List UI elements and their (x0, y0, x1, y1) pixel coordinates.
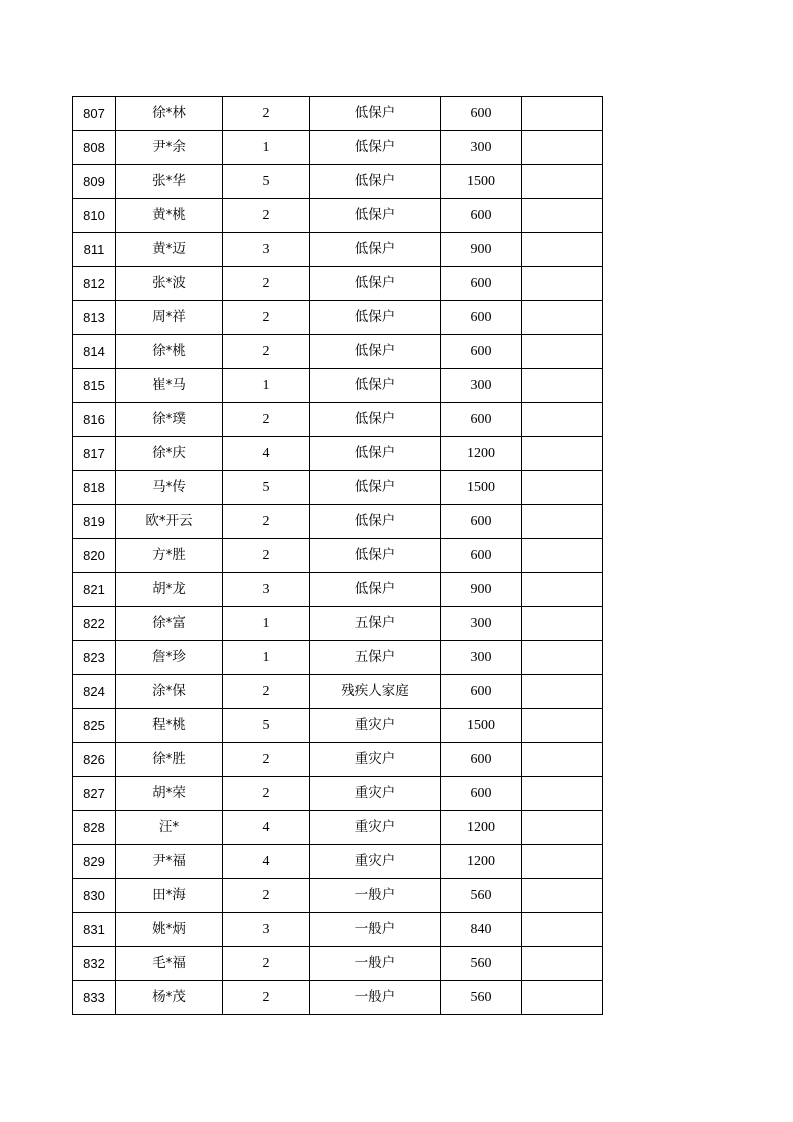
note-cell (522, 97, 603, 131)
table-row (73, 947, 603, 981)
table-row (73, 97, 603, 131)
note-cell (522, 267, 603, 301)
table-row (73, 573, 603, 607)
row-number-cell: 813 (73, 301, 116, 335)
row-number-cell: 811 (73, 233, 116, 267)
household-type-cell: 低保户 (310, 131, 441, 165)
household-count-cell: 2 (223, 675, 310, 709)
household-type-cell: 一般户 (310, 879, 441, 913)
person-name-cell: 汪* (116, 811, 223, 845)
row-number-cell: 826 (73, 743, 116, 777)
amount-cell: 1200 (441, 437, 522, 471)
household-count-cell: 2 (223, 947, 310, 981)
household-count-cell: 1 (223, 607, 310, 641)
household-type-cell: 低保户 (310, 573, 441, 607)
person-name-cell: 黄*桃 (116, 199, 223, 233)
household-count-cell: 5 (223, 471, 310, 505)
household-type-cell: 一般户 (310, 913, 441, 947)
person-name-cell: 张*华 (116, 165, 223, 199)
household-type-cell: 低保户 (310, 97, 441, 131)
table-row (73, 709, 603, 743)
person-name-cell: 胡*龙 (116, 573, 223, 607)
person-name-cell: 徐*璞 (116, 403, 223, 437)
household-count-cell: 2 (223, 505, 310, 539)
household-count-cell: 4 (223, 811, 310, 845)
row-number-cell: 807 (73, 97, 116, 131)
note-cell (522, 879, 603, 913)
person-name-cell: 徐*胜 (116, 743, 223, 777)
person-name-cell: 姚*炳 (116, 913, 223, 947)
row-number-cell: 812 (73, 267, 116, 301)
table-row (73, 777, 603, 811)
person-name-cell: 方*胜 (116, 539, 223, 573)
amount-cell: 600 (441, 97, 522, 131)
person-name-cell: 徐*林 (116, 97, 223, 131)
amount-cell: 560 (441, 947, 522, 981)
household-type-cell: 残疾人家庭 (310, 675, 441, 709)
household-type-cell: 低保户 (310, 267, 441, 301)
note-cell (522, 335, 603, 369)
amount-cell: 300 (441, 641, 522, 675)
note-cell (522, 403, 603, 437)
amount-cell: 600 (441, 505, 522, 539)
household-count-cell: 3 (223, 573, 310, 607)
person-name-cell: 杨*茂 (116, 981, 223, 1015)
amount-cell: 1500 (441, 709, 522, 743)
table-row (73, 981, 603, 1015)
household-type-cell: 低保户 (310, 437, 441, 471)
household-count-cell: 1 (223, 369, 310, 403)
roster-sheet (72, 96, 602, 1015)
person-name-cell: 崔*马 (116, 369, 223, 403)
table-row (73, 879, 603, 913)
note-cell (522, 709, 603, 743)
household-count-cell: 2 (223, 539, 310, 573)
person-name-cell: 詹*珍 (116, 641, 223, 675)
amount-cell: 300 (441, 607, 522, 641)
household-type-cell: 低保户 (310, 165, 441, 199)
household-count-cell: 4 (223, 437, 310, 471)
table-row (73, 267, 603, 301)
amount-cell: 600 (441, 267, 522, 301)
household-count-cell: 1 (223, 641, 310, 675)
amount-cell: 900 (441, 573, 522, 607)
table-row (73, 165, 603, 199)
note-cell (522, 131, 603, 165)
person-name-cell: 徐*富 (116, 607, 223, 641)
amount-cell: 600 (441, 777, 522, 811)
household-type-cell: 一般户 (310, 947, 441, 981)
household-type-cell: 低保户 (310, 301, 441, 335)
amount-cell: 600 (441, 539, 522, 573)
amount-cell: 600 (441, 301, 522, 335)
household-count-cell: 2 (223, 879, 310, 913)
amount-cell: 1500 (441, 471, 522, 505)
household-count-cell: 2 (223, 199, 310, 233)
household-count-cell: 2 (223, 301, 310, 335)
household-count-cell: 3 (223, 233, 310, 267)
amount-cell: 600 (441, 199, 522, 233)
note-cell (522, 233, 603, 267)
person-name-cell: 毛*福 (116, 947, 223, 981)
table-row (73, 199, 603, 233)
row-number-cell: 827 (73, 777, 116, 811)
row-number-cell: 810 (73, 199, 116, 233)
note-cell (522, 607, 603, 641)
household-count-cell: 5 (223, 709, 310, 743)
table-row (73, 437, 603, 471)
note-cell (522, 811, 603, 845)
household-type-cell: 低保户 (310, 403, 441, 437)
person-name-cell: 徐*桃 (116, 335, 223, 369)
person-name-cell: 尹*福 (116, 845, 223, 879)
amount-cell: 1200 (441, 845, 522, 879)
note-cell (522, 199, 603, 233)
household-count-cell: 1 (223, 131, 310, 165)
table-row (73, 811, 603, 845)
person-name-cell: 胡*荣 (116, 777, 223, 811)
amount-cell: 560 (441, 879, 522, 913)
row-number-cell: 819 (73, 505, 116, 539)
household-type-cell: 重灾户 (310, 709, 441, 743)
row-number-cell: 822 (73, 607, 116, 641)
row-number-cell: 832 (73, 947, 116, 981)
table-row (73, 539, 603, 573)
household-count-cell: 2 (223, 403, 310, 437)
note-cell (522, 913, 603, 947)
person-name-cell: 张*波 (116, 267, 223, 301)
note-cell (522, 641, 603, 675)
note-cell (522, 675, 603, 709)
note-cell (522, 743, 603, 777)
table-row (73, 131, 603, 165)
household-count-cell: 3 (223, 913, 310, 947)
household-count-cell: 2 (223, 981, 310, 1015)
row-number-cell: 815 (73, 369, 116, 403)
row-number-cell: 809 (73, 165, 116, 199)
person-name-cell: 涂*保 (116, 675, 223, 709)
table-row (73, 641, 603, 675)
person-name-cell: 徐*庆 (116, 437, 223, 471)
household-type-cell: 五保户 (310, 607, 441, 641)
household-type-cell: 一般户 (310, 981, 441, 1015)
note-cell (522, 165, 603, 199)
table-row (73, 675, 603, 709)
household-type-cell: 重灾户 (310, 845, 441, 879)
household-type-cell: 重灾户 (310, 777, 441, 811)
household-count-cell: 5 (223, 165, 310, 199)
household-count-cell: 2 (223, 743, 310, 777)
note-cell (522, 471, 603, 505)
row-number-cell: 821 (73, 573, 116, 607)
household-count-cell: 2 (223, 335, 310, 369)
table-row (73, 607, 603, 641)
note-cell (522, 369, 603, 403)
amount-cell: 600 (441, 335, 522, 369)
note-cell (522, 845, 603, 879)
household-type-cell: 低保户 (310, 233, 441, 267)
table-row (73, 233, 603, 267)
amount-cell: 840 (441, 913, 522, 947)
note-cell (522, 981, 603, 1015)
table-row (73, 471, 603, 505)
table-row (73, 913, 603, 947)
amount-cell: 560 (441, 981, 522, 1015)
household-count-cell: 4 (223, 845, 310, 879)
row-number-cell: 828 (73, 811, 116, 845)
person-name-cell: 田*海 (116, 879, 223, 913)
amount-cell: 300 (441, 131, 522, 165)
household-type-cell: 低保户 (310, 335, 441, 369)
table-row (73, 403, 603, 437)
household-count-cell: 2 (223, 267, 310, 301)
household-count-cell: 2 (223, 97, 310, 131)
note-cell (522, 539, 603, 573)
person-name-cell: 尹*余 (116, 131, 223, 165)
note-cell (522, 437, 603, 471)
row-number-cell: 820 (73, 539, 116, 573)
table-row (73, 505, 603, 539)
table-row (73, 743, 603, 777)
person-name-cell: 欧*开云 (116, 505, 223, 539)
household-count-cell: 2 (223, 777, 310, 811)
household-type-cell: 重灾户 (310, 811, 441, 845)
row-number-cell: 823 (73, 641, 116, 675)
person-name-cell: 黄*迈 (116, 233, 223, 267)
row-number-cell: 825 (73, 709, 116, 743)
household-type-cell: 低保户 (310, 505, 441, 539)
row-number-cell: 829 (73, 845, 116, 879)
household-type-cell: 低保户 (310, 471, 441, 505)
table-row (73, 335, 603, 369)
roster-table-body (73, 97, 603, 1015)
row-number-cell: 817 (73, 437, 116, 471)
person-name-cell: 马*传 (116, 471, 223, 505)
row-number-cell: 808 (73, 131, 116, 165)
note-cell (522, 777, 603, 811)
household-type-cell: 重灾户 (310, 743, 441, 777)
amount-cell: 1200 (441, 811, 522, 845)
table-row (73, 301, 603, 335)
amount-cell: 600 (441, 403, 522, 437)
row-number-cell: 818 (73, 471, 116, 505)
household-type-cell: 五保户 (310, 641, 441, 675)
table-row (73, 845, 603, 879)
table-row (73, 369, 603, 403)
person-name-cell: 周*祥 (116, 301, 223, 335)
note-cell (522, 505, 603, 539)
amount-cell: 1500 (441, 165, 522, 199)
note-cell (522, 301, 603, 335)
household-type-cell: 低保户 (310, 199, 441, 233)
row-number-cell: 831 (73, 913, 116, 947)
household-type-cell: 低保户 (310, 539, 441, 573)
row-number-cell: 833 (73, 981, 116, 1015)
roster-table (72, 96, 603, 1015)
amount-cell: 900 (441, 233, 522, 267)
amount-cell: 600 (441, 743, 522, 777)
household-type-cell: 低保户 (310, 369, 441, 403)
row-number-cell: 814 (73, 335, 116, 369)
row-number-cell: 816 (73, 403, 116, 437)
amount-cell: 300 (441, 369, 522, 403)
amount-cell: 600 (441, 675, 522, 709)
row-number-cell: 824 (73, 675, 116, 709)
note-cell (522, 947, 603, 981)
row-number-cell: 830 (73, 879, 116, 913)
person-name-cell: 程*桃 (116, 709, 223, 743)
note-cell (522, 573, 603, 607)
